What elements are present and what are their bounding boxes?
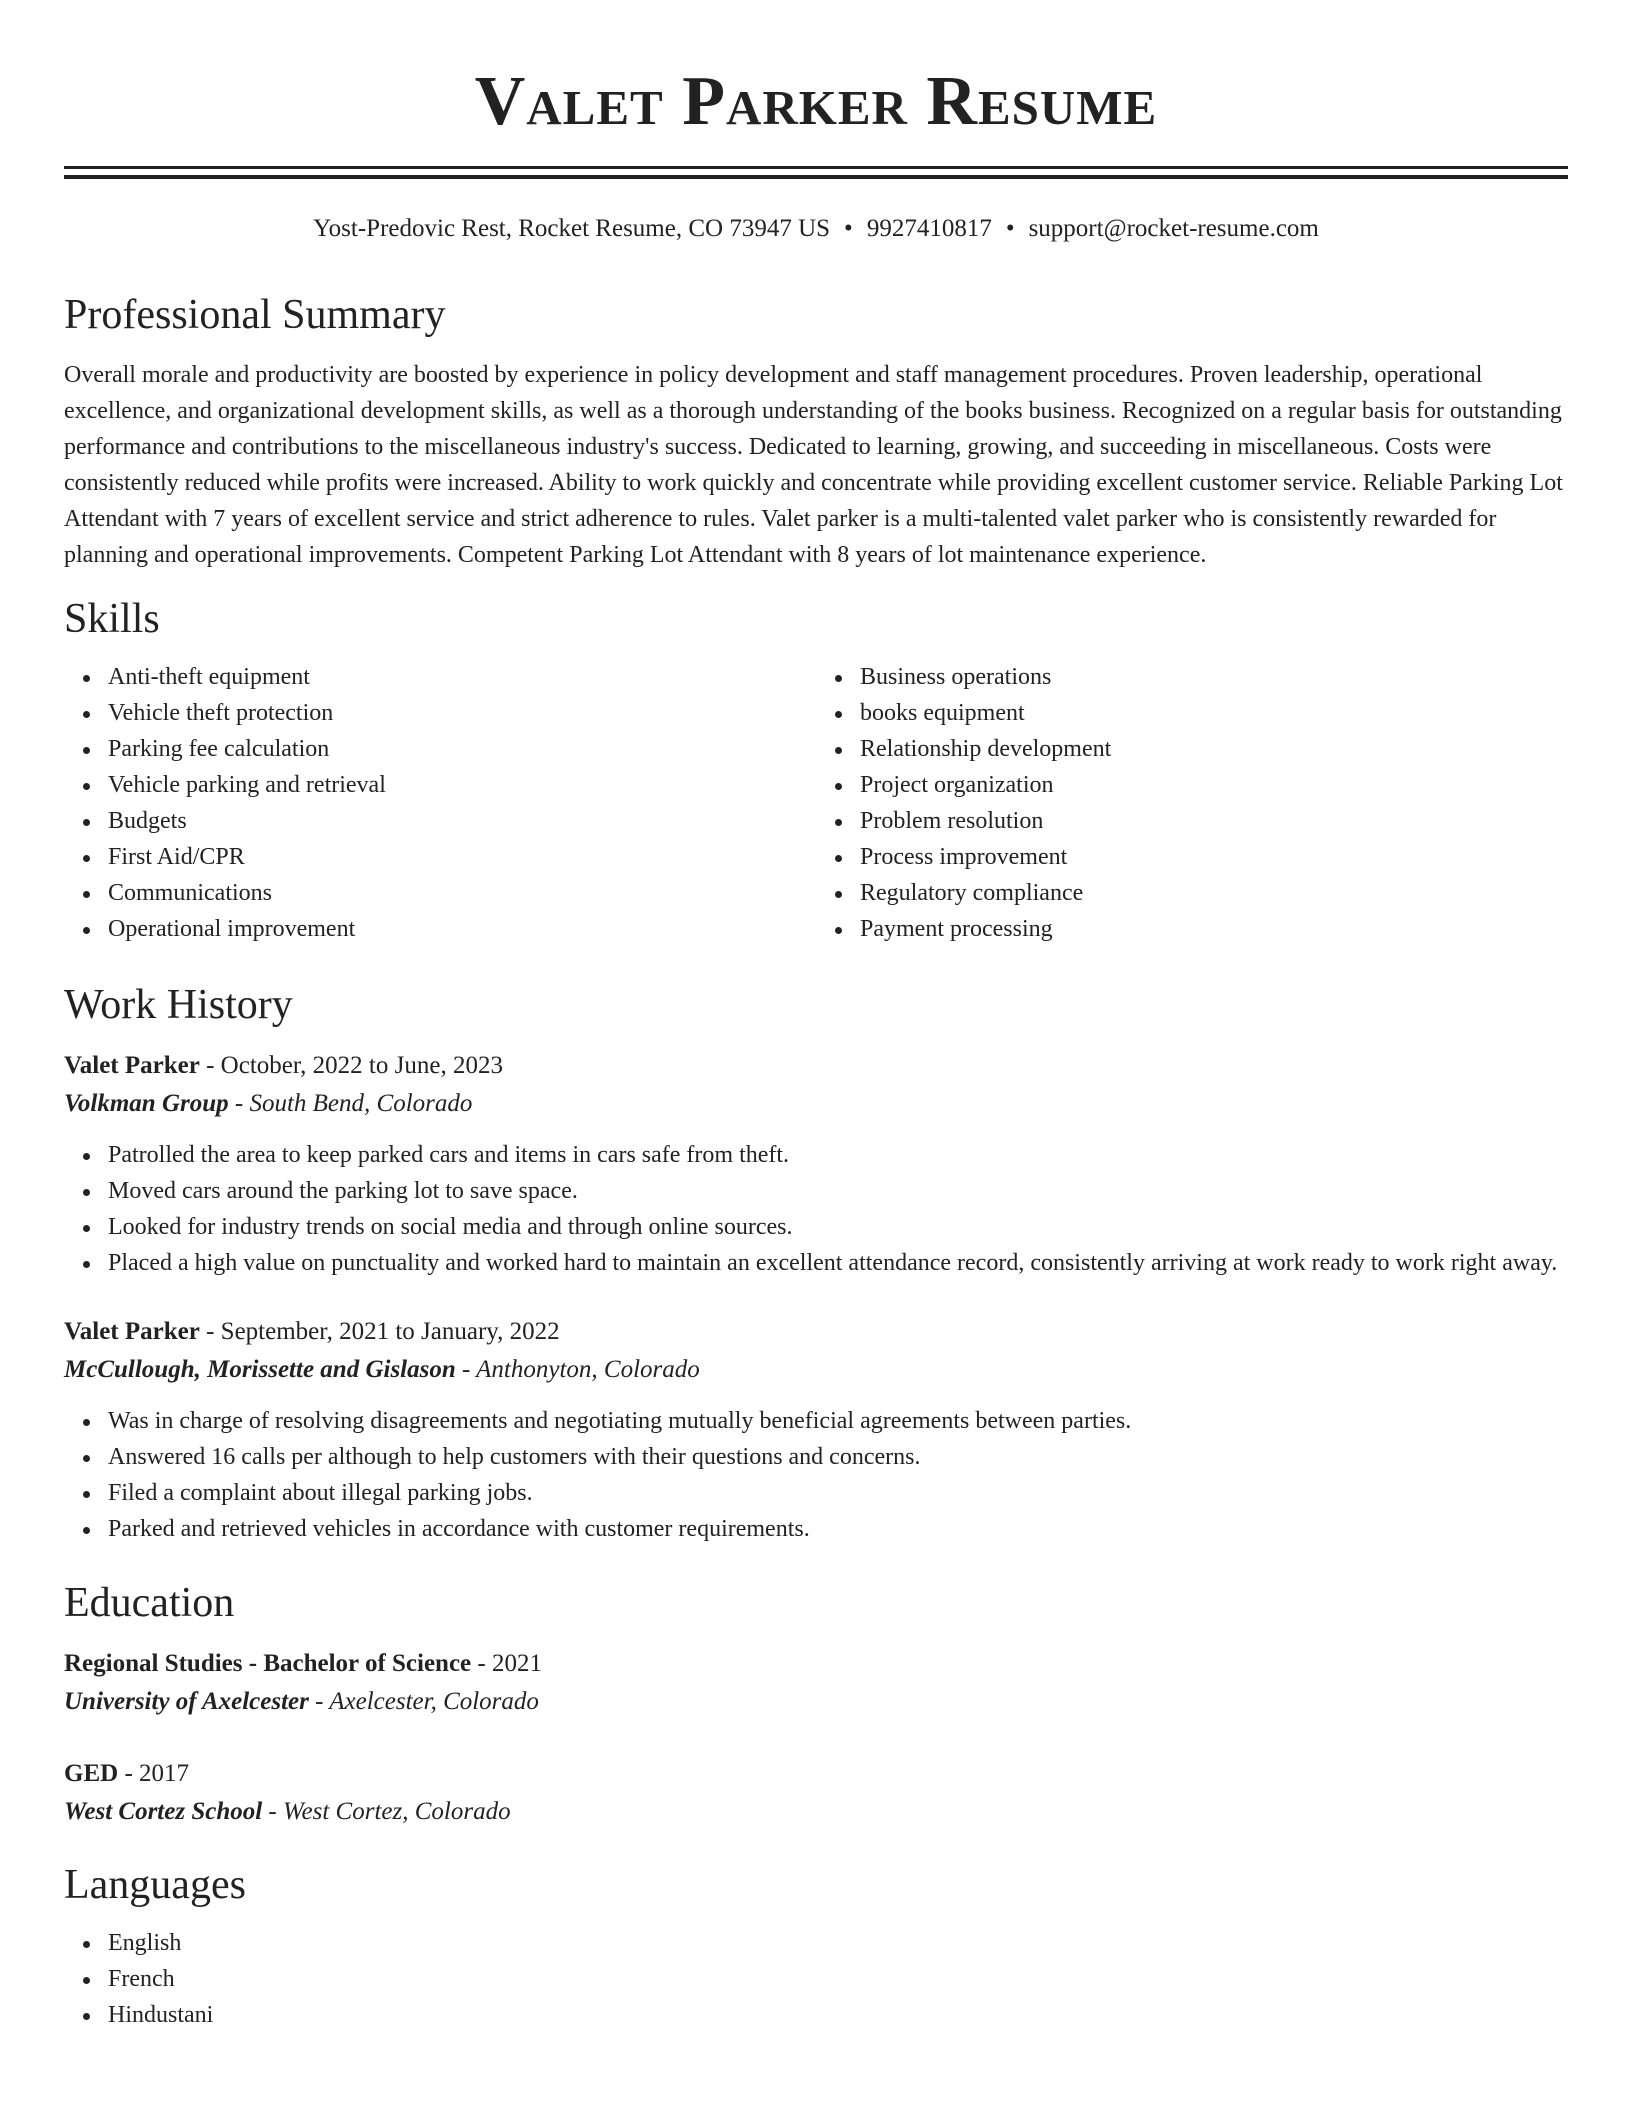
skill-item xyxy=(860,911,1568,947)
summary-text: Overall morale and productivity are boosted by experience in policy development and staff management procedures. Proven leadership, operational excellence, and organizational development skills, as well as a thorough understanding of the books business. Recognized on a regular basis for outstanding performance and contributions to the miscellaneous industry's success. Dedicated to learning, growing, and succeeding in miscellaneous. Costs were consistently reduced while profits were increased. Ability to work quickly and concentrate while providing excellent customer service. Reliable Parking Lot Attendant with 7 years of excellent service and strict adherence to rules. Valet parker is a multi-talented valet parker who is consistently rewarded for planning and operational improvements. Competent Parking Lot Attendant with 8 years of lot maintenance experience. xyxy=(64,362,1563,568)
bullet-icon xyxy=(83,1455,90,1462)
skills-list-right xyxy=(816,659,1568,947)
contact-separator: • xyxy=(844,215,853,242)
education-school-line xyxy=(64,1683,1568,1721)
job-company: McCullough, Morissette and Gislason xyxy=(64,1356,456,1383)
education-location: - West Cortez, Colorado xyxy=(262,1798,511,1825)
job-bullet xyxy=(108,1245,1568,1281)
job-title: Valet Parker xyxy=(64,1052,200,1079)
skills-heading: Skills xyxy=(64,596,160,642)
job-bullet-text: Was in charge of resolving disagreements and negotiating mutually beneficial agreements between parties. xyxy=(108,1408,1132,1434)
skill-label: Relationship development xyxy=(860,736,1112,762)
skill-item xyxy=(108,731,816,767)
summary-heading: Professional Summary xyxy=(64,292,446,338)
skill-label: Payment processing xyxy=(860,916,1053,942)
job-bullets xyxy=(64,1137,1568,1281)
skill-item xyxy=(108,803,816,839)
skill-item xyxy=(860,659,1568,695)
language-label: French xyxy=(108,1966,175,1992)
bullet-icon xyxy=(83,927,90,934)
education-heading: Education xyxy=(64,1580,235,1626)
job-bullet-text: Placed a high value on punctuality and worked hard to maintain an excellent attendance record, consistently arriving at work ready to work right away. xyxy=(108,1250,1558,1276)
skill-label: Anti-theft equipment xyxy=(108,664,310,690)
skill-item xyxy=(860,839,1568,875)
skill-item xyxy=(108,659,816,695)
bullet-icon xyxy=(83,675,90,682)
job-bullet xyxy=(108,1439,1568,1475)
skill-item xyxy=(860,803,1568,839)
contact-separator: • xyxy=(1005,215,1015,242)
bullet-icon xyxy=(83,711,90,718)
bullet-icon xyxy=(83,2013,90,2020)
bullet-icon xyxy=(83,1225,90,1232)
job-bullet xyxy=(108,1403,1568,1439)
bullet-icon xyxy=(835,855,842,862)
job-bullet-text: Parked and retrieved vehicles in accordance with customer requirements. xyxy=(108,1516,810,1542)
education-school-line xyxy=(64,1793,1568,1831)
job-company-line xyxy=(64,1351,1568,1389)
skill-label: Communications xyxy=(108,880,272,906)
title-rule-top xyxy=(64,166,1568,169)
skill-item xyxy=(108,767,816,803)
bullet-icon xyxy=(83,1153,90,1160)
skill-label: Project organization xyxy=(860,772,1054,798)
bullet-icon xyxy=(835,927,842,934)
job-bullet-text: Looked for industry trends on social media and through online sources. xyxy=(108,1214,793,1240)
job-title-line xyxy=(64,1313,1568,1351)
resume-title: Valet Parker Resume xyxy=(474,63,1158,140)
bullet-icon xyxy=(83,891,90,898)
job-bullet xyxy=(108,1137,1568,1173)
bullet-icon xyxy=(83,783,90,790)
job-entry xyxy=(64,1313,1568,1547)
skill-label: Vehicle parking and retrieval xyxy=(108,772,386,798)
education-location: - Axelcester, Colorado xyxy=(308,1688,539,1715)
bullet-icon xyxy=(835,783,842,790)
bullet-icon xyxy=(83,1527,90,1534)
job-bullet xyxy=(108,1511,1568,1547)
skill-item xyxy=(860,695,1568,731)
education-entry xyxy=(64,1755,1568,1831)
job-company-line xyxy=(64,1085,1568,1123)
skills-columns xyxy=(64,659,1568,947)
skill-item xyxy=(108,875,816,911)
job-bullet-text: Moved cars around the parking lot to save space. xyxy=(108,1178,578,1204)
skill-label: First Aid/CPR xyxy=(108,844,245,870)
job-dates: - October, 2022 to June, 2023 xyxy=(199,1052,503,1079)
bullet-icon xyxy=(835,747,842,754)
bullet-icon xyxy=(83,1261,90,1268)
bullet-icon xyxy=(83,855,90,862)
skill-label: Parking fee calculation xyxy=(108,736,330,762)
languages-heading: Languages xyxy=(64,1862,246,1908)
languages-list xyxy=(64,1925,1568,2033)
skill-label: Process improvement xyxy=(860,844,1068,870)
bullet-icon xyxy=(835,819,842,826)
education-degree-line xyxy=(64,1645,1568,1683)
skill-label: Operational improvement xyxy=(108,916,356,942)
bullet-icon xyxy=(83,747,90,754)
language-label: English xyxy=(108,1930,182,1956)
education-degree: GED xyxy=(64,1760,119,1787)
bullet-icon xyxy=(835,891,842,898)
job-bullet-text: Patrolled the area to keep parked cars and items in cars safe from theft. xyxy=(108,1142,790,1168)
contact-address: Yost-Predovic Rest, Rocket Resume, CO 73947 US xyxy=(313,215,831,242)
bullet-icon xyxy=(83,819,90,826)
education-school: West Cortez School xyxy=(64,1798,263,1825)
contact-email: support@rocket-resume.com xyxy=(1028,215,1319,242)
skill-label: Regulatory compliance xyxy=(860,880,1084,906)
education-degree-line xyxy=(64,1755,1568,1793)
bullet-icon xyxy=(835,675,842,682)
job-company: Volkman Group xyxy=(64,1090,229,1117)
job-location: - Anthonyton, Colorado xyxy=(455,1356,700,1383)
skill-label: books equipment xyxy=(860,700,1025,726)
education-entry xyxy=(64,1645,1568,1721)
education-degree: Regional Studies - Bachelor of Science xyxy=(64,1650,472,1677)
bullet-icon xyxy=(83,1977,90,1984)
job-bullet-text: Filed a complaint about illegal parking jobs. xyxy=(108,1480,533,1506)
title-rule-bottom xyxy=(64,175,1568,179)
bullet-icon xyxy=(83,1189,90,1196)
job-title: Valet Parker xyxy=(64,1318,200,1345)
skill-item xyxy=(108,695,816,731)
job-dates: - September, 2021 to January, 2022 xyxy=(199,1318,560,1345)
job-bullet xyxy=(108,1209,1568,1245)
skill-item xyxy=(860,731,1568,767)
skill-item xyxy=(860,875,1568,911)
contact-line xyxy=(64,211,1568,247)
job-entry xyxy=(64,1047,1568,1281)
bullet-icon xyxy=(83,1941,90,1948)
job-title-line xyxy=(64,1047,1568,1085)
skills-list-left xyxy=(64,659,816,947)
skill-item xyxy=(860,767,1568,803)
language-item xyxy=(108,1925,1568,1961)
language-item xyxy=(108,1961,1568,1997)
resume-page xyxy=(64,0,1568,2033)
skill-label: Business operations xyxy=(860,664,1052,690)
job-location: - South Bend, Colorado xyxy=(228,1090,473,1117)
skill-label: Budgets xyxy=(108,808,187,834)
work-history-heading: Work History xyxy=(64,982,293,1028)
language-item xyxy=(108,1997,1568,2033)
bullet-icon xyxy=(83,1491,90,1498)
bullet-icon xyxy=(83,1419,90,1426)
skill-label: Vehicle theft protection xyxy=(108,700,334,726)
job-bullets xyxy=(64,1403,1568,1547)
job-bullet-text: Answered 16 calls per although to help customers with their questions and concerns. xyxy=(108,1444,921,1470)
language-label: Hindustani xyxy=(108,2002,214,2028)
bullet-icon xyxy=(835,711,842,718)
job-bullet xyxy=(108,1173,1568,1209)
education-school: University of Axelcester xyxy=(64,1688,309,1715)
skill-item xyxy=(108,839,816,875)
skill-item xyxy=(108,911,816,947)
skill-label: Problem resolution xyxy=(860,808,1044,834)
job-bullet xyxy=(108,1475,1568,1511)
education-year: - 2017 xyxy=(118,1760,190,1787)
contact-phone: 9927410817 xyxy=(866,215,992,242)
education-year: - 2021 xyxy=(471,1650,542,1677)
